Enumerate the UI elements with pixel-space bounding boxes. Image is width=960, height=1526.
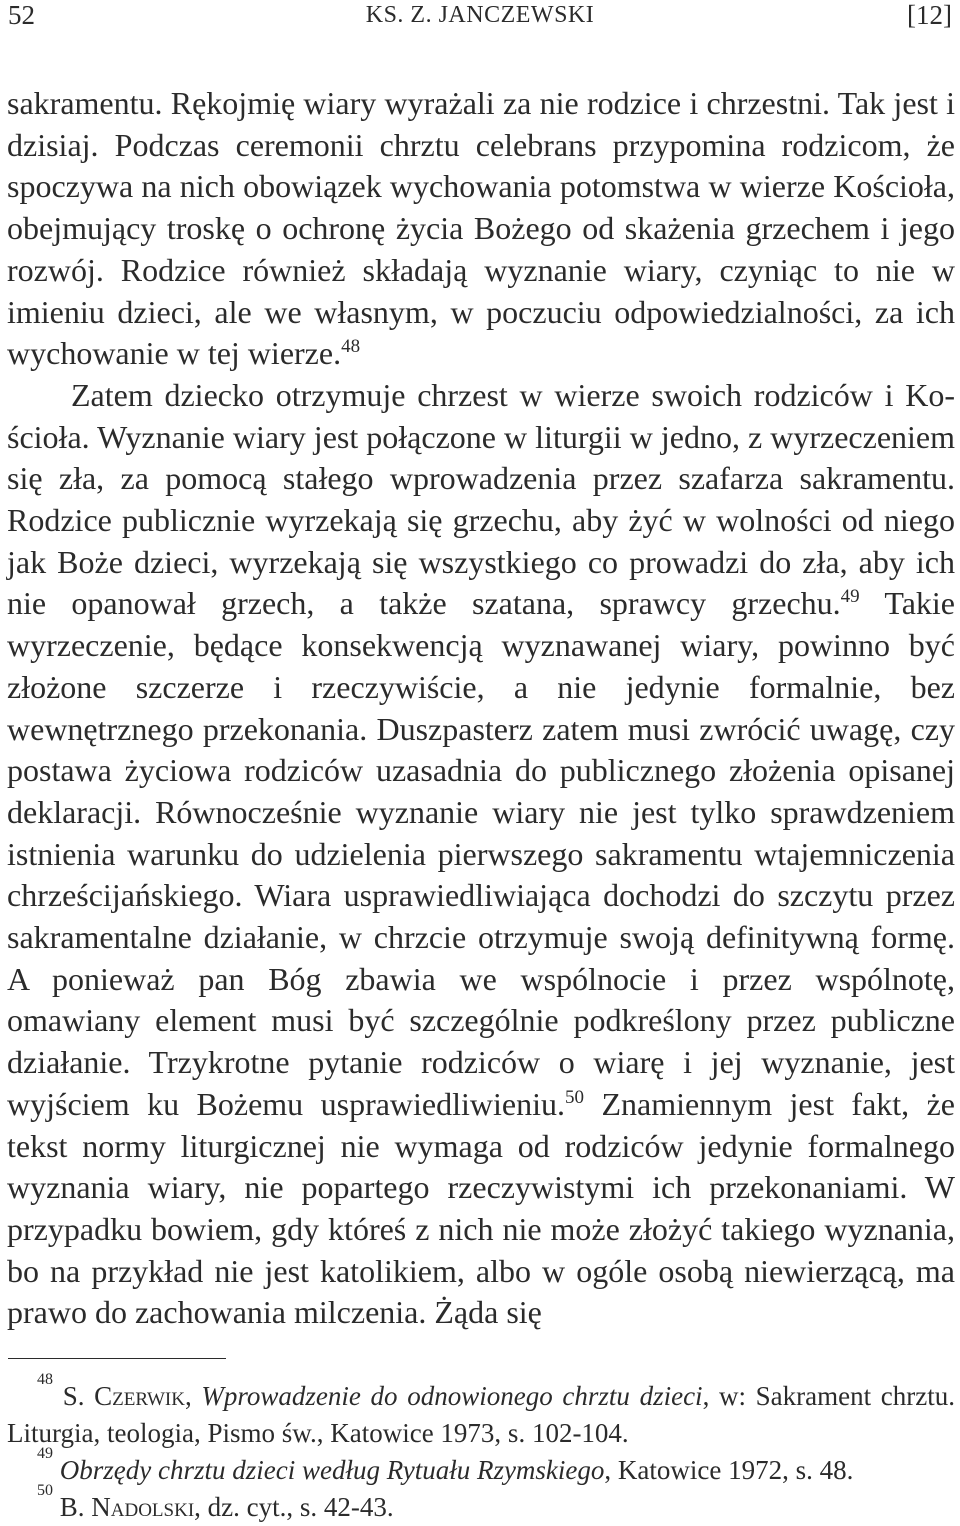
page-number: 52 xyxy=(8,0,35,30)
footnote-citation: , Katowice 1972, s. 48. xyxy=(604,1455,854,1485)
footnote-48 xyxy=(7,1371,956,1452)
footnote-author-initial: B. xyxy=(59,1492,92,1522)
footnote-49 xyxy=(7,1445,955,1489)
footnote-number: 48 xyxy=(37,1371,53,1388)
paragraph-1 xyxy=(7,83,955,375)
main-text xyxy=(7,83,955,1334)
footnote-ref-48: 48 xyxy=(341,336,361,358)
footnote-author-initial: S. xyxy=(62,1381,95,1411)
footnote-citation: , w: Sakrament chrztu. Liturgia, teologia, Pismo św., Katowice 1973, s. 102-104. xyxy=(7,1381,956,1448)
footnote-ref-50: 50 xyxy=(565,1086,585,1108)
footnote-number: 50 xyxy=(37,1482,53,1499)
footnote-title: Wprowadzenie do odnowionego chrztu dzieci xyxy=(201,1381,703,1411)
paragraph-2-text-b: Takie wyrzeczenie, będące konsekwencją wyznawanej wiary, powinno być złożone szczerze i rzeczywiście, a nie jedynie formalnie, bez wewnętrznego przekonania. Duszpasterz zatem musi zwrócić uwagę, czy postawa życiowa rodziców uzasadnia do publicznego złożenia opisanej deklaracji. Równocześnie wyznanie wiary nie jest tylko sprawdzeniem istnienia warunku do udzielenia pierwszego sakramentu wtajemniczenia chrześcijańskiego. Wiara usprawiedliwiająca dochodzi do szczytu przez sakramentalne działanie, w chrzcie otrzymuje swoją definitywną formę. A ponieważ pan Bóg zbawia we wspólnocie i przez wspólnotę, omawiany element musi być szczególnie podkreślony przez publiczne działanie. Trzykrotne pytanie rodziców o wiarę i jej wyznanie, jest wyjściem ku Bożemu usprawiedliwieniu. xyxy=(7,585,956,1122)
footnote-divider xyxy=(8,1358,226,1359)
paragraph-2-text-c: Znamiennym jest fakt, że tekst normy liturgicznej nie wymaga od rodziców jedynie formalnego wyznania wiary, nie popartego rzeczywistymi ich przekonaniami. W przypadku bowiem, gdy któreś z nich nie może złożyć takiego wyznania, bo na przykład nie jest katolikiem, albo w ogóle osobą niewierzącą, ma prawo do zachowania milczenia. Żąda się xyxy=(7,1085,956,1331)
footnote-separator: , xyxy=(184,1381,202,1411)
footnote-author-surname: Czerwik xyxy=(94,1381,185,1411)
paragraph-2-text-a: Zatem dziecko otrzymuje chrzest w wierze swoich rodziców i Kościoła. Wyznanie wiary jest połączone w liturgii w jedno, z wyrzeczeniem się zła, za pomocą stałego wprowadzenia przez szafarza sakramentu. Rodzice publicznie wyrzekają się grzechu, aby żyć w wolności od niego jak Boże dzieci, wyrzekają się wszystkiego co prowadzi do zła, aby ich nie opanował grzech, a także szatana, sprawcy grzechu. xyxy=(7,376,955,622)
page-header xyxy=(8,0,952,34)
footnote-citation: , dz. cyt., s. 42-43. xyxy=(194,1492,394,1522)
paragraph-2 xyxy=(7,375,955,1334)
footnote-ref-49: 49 xyxy=(840,586,860,608)
paragraph-1-text: sakramentu. Rękojmię wiary wyrażali za nie rodzice i chrzestni. Tak jest i dzisiaj. Podczas ceremonii chrztu celebrans przypomina rodzicom, że spoczywa na nich obowiązek wychowania potomstwa w wierze Kościoła, obejmujący troskę o ochronę życia Bożego od skażenia grzechem i jego rozwój. Rodzice również składają wyznanie wiary, czyniąc to nie w imieniu dzieci, ale we własnym, w poczuciu odpowiedzialności, za ich wychowanie w tej wierze. xyxy=(7,85,955,372)
running-title: KS. Z. JANCZEWSKI xyxy=(365,2,595,28)
footnote-title: Obrzędy chrztu dzieci według Rytuału Rzymskiego xyxy=(59,1455,605,1485)
footnote-50 xyxy=(7,1482,955,1526)
footnotes xyxy=(7,1371,956,1526)
footnote-number: 49 xyxy=(37,1445,53,1462)
section-marker: [12] xyxy=(907,0,952,30)
footnote-author-surname: Nadolski xyxy=(91,1492,195,1522)
